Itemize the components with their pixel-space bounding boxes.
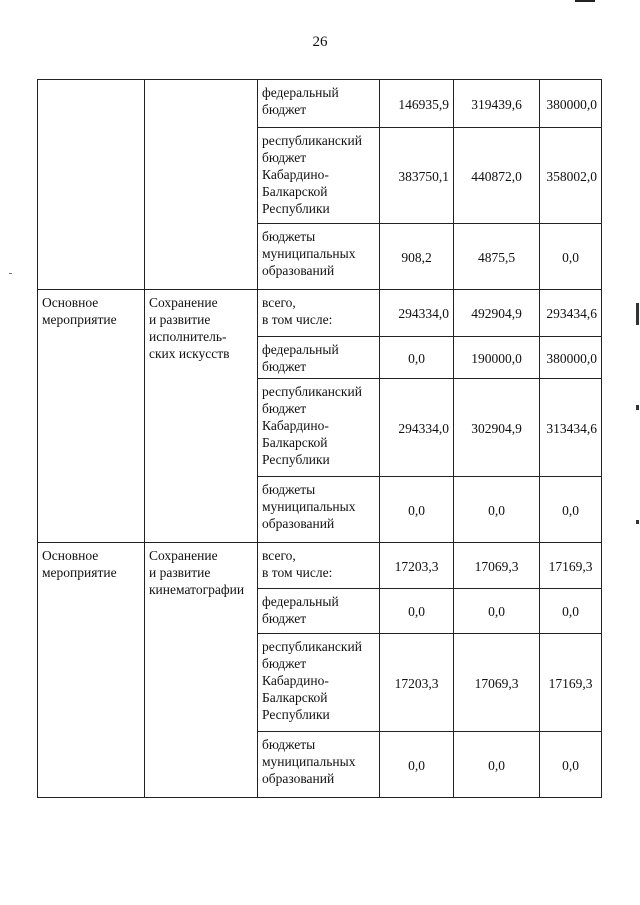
funding-source: федеральный бюджет xyxy=(258,589,380,634)
value-year-2: 17069,3 xyxy=(454,543,540,589)
scan-mark-edge xyxy=(636,520,639,524)
value-year-3: 0,0 xyxy=(540,224,602,290)
value-year-2: 4875,5 xyxy=(454,224,540,290)
funding-source: всего, в том числе: xyxy=(258,543,380,589)
table-row xyxy=(38,290,602,337)
value-year-1: 294334,0 xyxy=(380,290,454,337)
value-year-2: 17069,3 xyxy=(454,634,540,732)
value-year-1: 0,0 xyxy=(380,477,454,543)
value-year-2: 492904,9 xyxy=(454,290,540,337)
scan-mark-edge xyxy=(636,303,639,325)
table-row xyxy=(38,543,602,589)
value-year-3: 293434,6 xyxy=(540,290,602,337)
value-year-1: 0,0 xyxy=(380,732,454,798)
value-year-2: 440872,0 xyxy=(454,128,540,224)
value-year-3: 380000,0 xyxy=(540,80,602,128)
value-year-2: 0,0 xyxy=(454,477,540,543)
value-year-3: 0,0 xyxy=(540,477,602,543)
scan-mark-top xyxy=(575,0,595,2)
scan-mark-edge xyxy=(636,405,639,410)
value-year-3: 380000,0 xyxy=(540,337,602,379)
activity-label-cell xyxy=(38,80,145,290)
funding-source: бюджеты муниципальных образований xyxy=(258,477,380,543)
funding-source: федеральный бюджет xyxy=(258,80,380,128)
value-year-1: 0,0 xyxy=(380,337,454,379)
activity-label: Основное мероприятие xyxy=(38,543,145,798)
funding-source: республиканский бюджет Кабардино- Балкарской Республики xyxy=(258,379,380,477)
funding-source: всего, в том числе: xyxy=(258,290,380,337)
value-year-2: 190000,0 xyxy=(454,337,540,379)
value-year-1: 908,2 xyxy=(380,224,454,290)
activity-name: Сохранение и развитие кинематографии xyxy=(145,543,258,798)
value-year-2: 0,0 xyxy=(454,732,540,798)
value-year-1: 294334,0 xyxy=(380,379,454,477)
funding-source: республиканский бюджет Кабардино- Балкарской Республики xyxy=(258,634,380,732)
value-year-1: 17203,3 xyxy=(380,634,454,732)
value-year-2: 0,0 xyxy=(454,589,540,634)
value-year-3: 313434,6 xyxy=(540,379,602,477)
funding-source: федеральный бюджет xyxy=(258,337,380,379)
value-year-3: 0,0 xyxy=(540,589,602,634)
activity-label: Основное мероприятие xyxy=(38,290,145,543)
scan-mark-left xyxy=(9,273,12,274)
page-number: 26 xyxy=(312,34,328,50)
activity-name-cell xyxy=(145,80,258,290)
value-year-2: 302904,9 xyxy=(454,379,540,477)
value-year-1: 17203,3 xyxy=(380,543,454,589)
table-row xyxy=(38,80,602,128)
budget-table xyxy=(37,79,602,798)
value-year-3: 358002,0 xyxy=(540,128,602,224)
value-year-3: 17169,3 xyxy=(540,543,602,589)
funding-source: бюджеты муниципальных образований xyxy=(258,224,380,290)
value-year-3: 17169,3 xyxy=(540,634,602,732)
value-year-1: 383750,1 xyxy=(380,128,454,224)
funding-source: республиканский бюджет Кабардино- Балкарской Республики xyxy=(258,128,380,224)
value-year-1: 0,0 xyxy=(380,589,454,634)
value-year-1: 146935,9 xyxy=(380,80,454,128)
activity-name: Сохранение и развитие исполнитель- ских искусств xyxy=(145,290,258,543)
value-year-3: 0,0 xyxy=(540,732,602,798)
funding-source: бюджеты муниципальных образований xyxy=(258,732,380,798)
value-year-2: 319439,6 xyxy=(454,80,540,128)
